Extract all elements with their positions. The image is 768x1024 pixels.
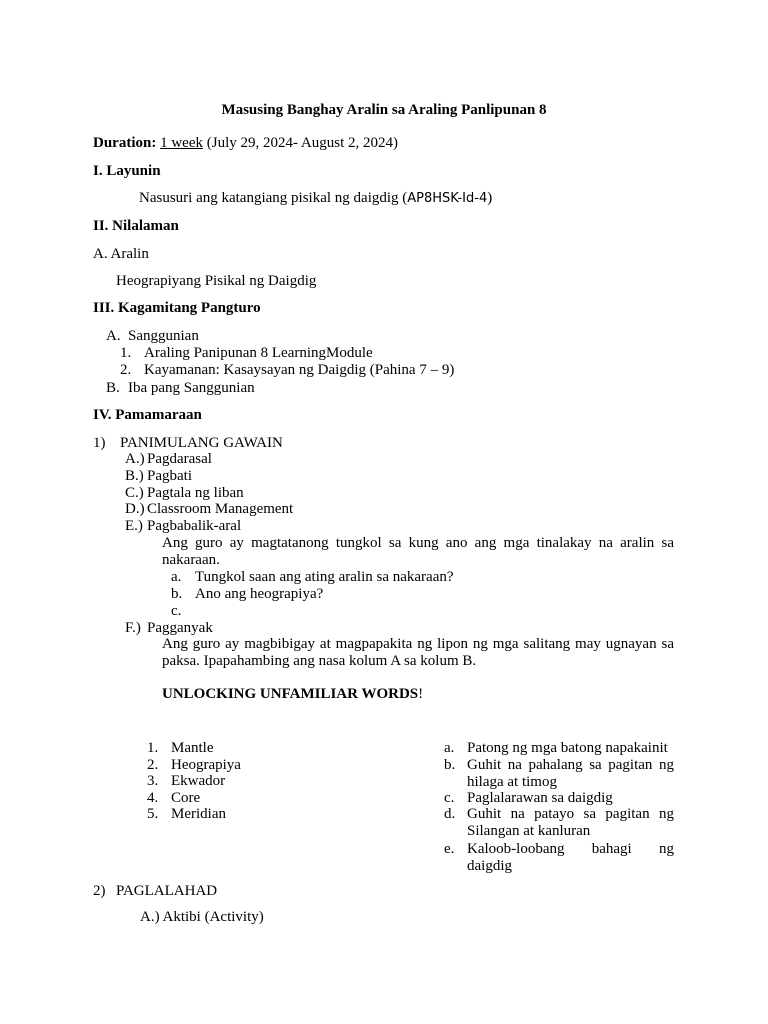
layunin-statement: Nasusuri ang katangiang pisikal ng daigdig ( — [139, 190, 408, 206]
unlocking-suffix: ! — [418, 686, 424, 702]
duration-label: Duration: — [93, 135, 157, 151]
step-text: Pagtala ng liban — [147, 485, 244, 501]
sanggunian-label: Sanggunian — [128, 328, 199, 344]
step-text: Pagbabalik-aral — [147, 518, 242, 534]
step-marker: A.) — [125, 451, 145, 467]
step-item — [125, 485, 244, 502]
definition-marker: a. — [444, 740, 455, 756]
iba-pang-sanggunian-label: Iba pang Sanggunian — [128, 380, 255, 396]
question-marker: a. — [171, 569, 182, 585]
word-item — [147, 773, 225, 790]
word-marker: 5. — [147, 806, 159, 822]
iba-pang-sanggunian-item — [106, 380, 255, 397]
word-text: Ekwador — [171, 773, 226, 789]
section-title: PANIMULANG GAWAIN — [120, 435, 283, 451]
step-marker: D.) — [125, 501, 145, 517]
step-item — [125, 501, 293, 518]
definition-marker: e. — [444, 841, 455, 857]
reference-text: Kayamanan: Kasaysayan ng Daigdig (Pahina 7 – 9) — [144, 362, 455, 378]
layunin-text — [139, 190, 492, 207]
definition-marker: d. — [444, 806, 456, 822]
word-item — [147, 757, 241, 774]
section-marker: 1) — [93, 435, 106, 451]
unlocking-heading — [162, 686, 423, 703]
word-text: Meridian — [171, 806, 226, 822]
question-text: Ano ang heograpiya? — [195, 586, 324, 602]
section-marker: 2) — [93, 883, 106, 899]
aralin-label: A. Aralin — [93, 246, 149, 262]
word-text: Mantle — [171, 740, 214, 756]
heading-nilalaman: II. Nilalaman — [93, 218, 179, 234]
page-title: Masusing Banghay Aralin sa Araling Panlipunan 8 — [221, 102, 547, 118]
heading-kagamitan: III. Kagamitang Pangturo — [93, 300, 261, 316]
pagganyak-paragraph: Ang guro ay magbibigay at magpapakita ng lipon ng mga salitang may ugnayan sa paksa. Ipapahambing ang nasa kolum A sa kolum B. — [162, 636, 674, 669]
reference-item — [120, 345, 373, 362]
question-item — [171, 586, 323, 603]
reference-item — [120, 362, 454, 379]
sanggunian-item — [106, 328, 199, 345]
step-item-pagganyak — [125, 620, 213, 637]
step-marker: F.) — [125, 620, 141, 636]
word-item — [147, 790, 200, 807]
word-marker: 2. — [147, 757, 159, 773]
step-marker: C.) — [125, 485, 144, 501]
word-item — [147, 806, 226, 823]
word-marker: 3. — [147, 773, 159, 789]
duration-line — [93, 135, 398, 152]
step-item — [125, 468, 192, 485]
list-marker: 1. — [120, 345, 132, 361]
layunin-close: ) — [487, 190, 493, 206]
definition-marker: c. — [444, 790, 455, 806]
step-text: Classroom Management — [147, 501, 294, 517]
word-text: Core — [171, 790, 201, 806]
heading-pamamaraan: IV. Pamamaraan — [93, 407, 202, 423]
question-marker: c. — [171, 603, 182, 619]
definition-text: Guhit na pahalang sa pagitan ng hilaga at timog — [467, 757, 674, 790]
step-text: Pagdarasal — [147, 451, 212, 467]
definition-text: Paglalarawan sa daigdig — [467, 790, 613, 806]
definition-text: Patong ng mga batong napakainit — [467, 740, 668, 756]
question-item — [171, 569, 454, 586]
section-paglalahad — [93, 883, 217, 900]
question-item — [171, 603, 195, 620]
duration-value: 1 week — [160, 135, 203, 151]
aktibi-item: A.) Aktibi (Activity) — [140, 909, 264, 925]
question-marker: b. — [171, 586, 183, 602]
section-title: PAGLALAHAD — [116, 883, 218, 899]
step-text: Pagganyak — [147, 620, 213, 636]
unlocking-title: UNLOCKING UNFAMILIAR WORDS — [162, 686, 419, 702]
heading-layunin: I. Layunin — [93, 163, 161, 179]
definition-text: Kaloob-loobang bahagi ng daigdig — [467, 841, 674, 874]
list-marker: 2. — [120, 362, 132, 378]
section-panimulang-gawain — [93, 435, 283, 452]
definition-text: Guhit na patayo sa pagitan ng Silangan at kanluran — [467, 806, 674, 839]
question-text: Tungkol saan ang ating aralin sa nakaraan? — [195, 569, 454, 585]
step-text: Pagbati — [147, 468, 192, 484]
word-item — [147, 740, 214, 757]
balik-aral-paragraph: Ang guro ay magtatanong tungkol sa kung ano ang mga tinalakay na aralin sa nakaraan. — [162, 535, 674, 568]
list-marker: A. — [106, 328, 121, 344]
step-item — [125, 518, 241, 535]
layunin-code: AP8HSK-Id-4 — [407, 191, 488, 206]
step-marker: B.) — [125, 468, 144, 484]
reference-text: Araling Panipunan 8 LearningModule — [144, 345, 373, 361]
word-text: Heograpiya — [171, 757, 241, 773]
duration-dates: (July 29, 2024- August 2, 2024) — [206, 135, 398, 151]
word-marker: 4. — [147, 790, 159, 806]
aralin-text: Heograpiyang Pisikal ng Daigdig — [116, 273, 317, 289]
word-marker: 1. — [147, 740, 159, 756]
step-marker: E.) — [125, 518, 143, 534]
step-item — [125, 451, 212, 468]
list-marker: B. — [106, 380, 120, 396]
definition-marker: b. — [444, 757, 456, 773]
